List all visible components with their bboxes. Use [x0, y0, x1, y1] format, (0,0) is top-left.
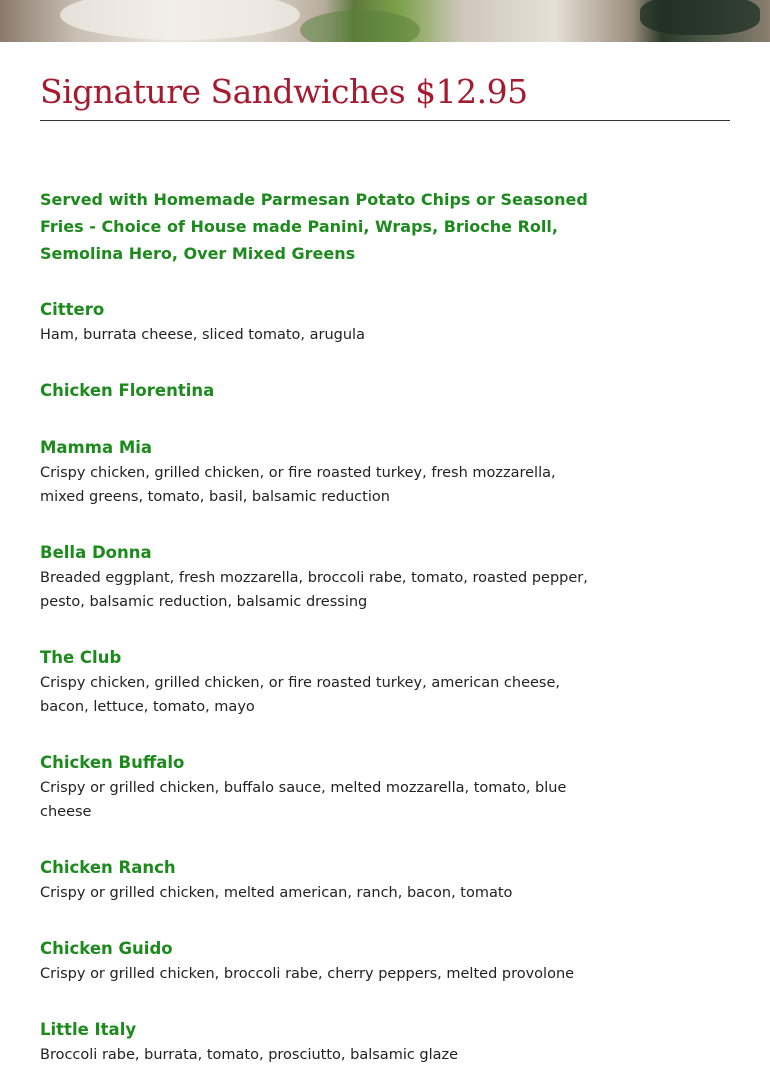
menu-item-name: The Club	[40, 648, 122, 667]
menu-item-name: Chicken Guido	[40, 939, 173, 958]
menu-item-name: Chicken Florentina	[40, 381, 215, 400]
menu-item-description: Crispy or grilled chicken, melted american, ranch, bacon, tomato	[40, 885, 513, 901]
section-intro: Served with Homemade Parmesan Potato Chips or Seasoned Fries - Choice of House made Panini, Wraps, Brioche Roll, Semolina Hero, Over Mixed Greens	[40, 190, 588, 263]
menu-item-description: Crispy or grilled chicken, buffalo sauce, melted mozzarella, tomato, blue cheese	[40, 780, 567, 820]
menu-item-name: Chicken Buffalo	[40, 753, 185, 772]
menu-item-name: Bella Donna	[40, 543, 152, 562]
menu-item-name: Little Italy	[40, 1020, 137, 1039]
menu-item-name: Chicken Ranch	[40, 858, 176, 877]
menu-item-description: Breaded eggplant, fresh mozzarella, broccoli rabe, tomato, roasted pepper, pesto, balsamic reduction, balsamic dressing	[40, 570, 588, 610]
menu-item-description: Ham, burrata cheese, sliced tomato, arugula	[40, 327, 365, 343]
menu-item-name: Cittero	[40, 300, 105, 319]
menu-item-description: Crispy chicken, grilled chicken, or fire roasted turkey, fresh mozzarella, mixed greens, tomato, basil, balsamic reduction	[40, 465, 556, 505]
menu-item-description: Crispy chicken, grilled chicken, or fire roasted turkey, american cheese, bacon, lettuce, tomato, mayo	[40, 675, 561, 715]
section-title: Signature Sandwiches $12.95	[40, 72, 528, 111]
menu-item-name: Mamma Mia	[40, 438, 153, 457]
menu-item-description: Broccoli rabe, burrata, tomato, prosciutto, balsamic glaze	[40, 1047, 459, 1063]
menu-item-description: Crispy or grilled chicken, broccoli rabe, cherry peppers, melted provolone	[40, 966, 575, 982]
hero-food-photo	[0, 0, 770, 42]
title-divider	[40, 120, 730, 121]
